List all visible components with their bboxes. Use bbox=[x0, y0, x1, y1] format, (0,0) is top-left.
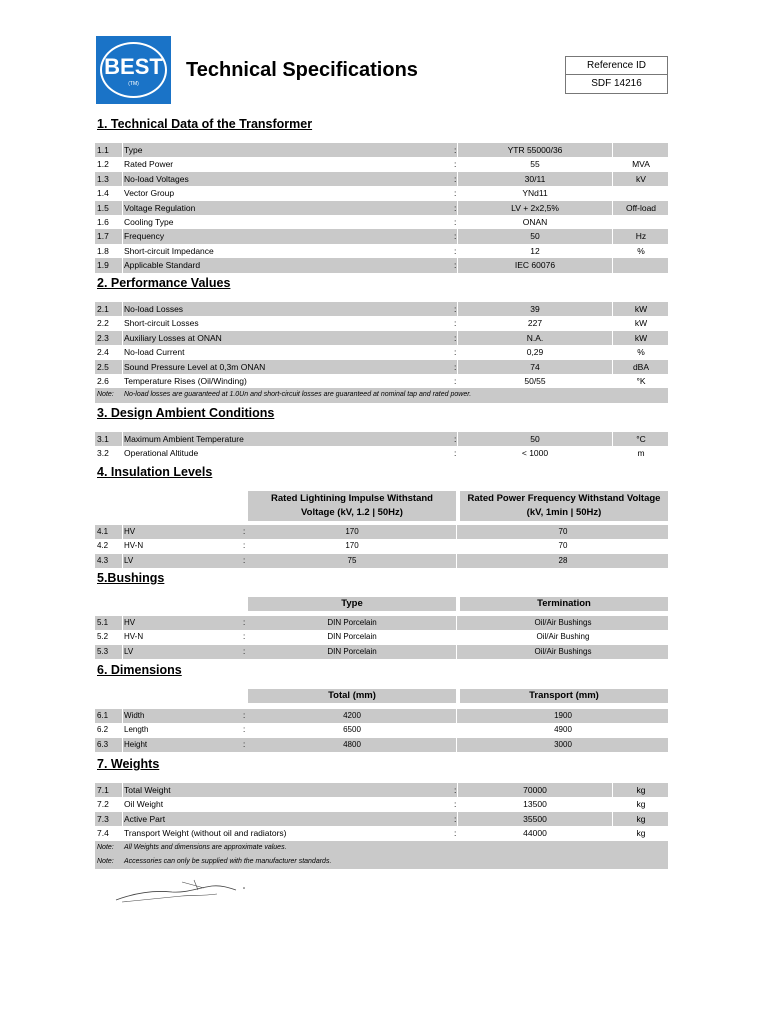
table-row bbox=[95, 554, 668, 568]
row-value: 227 bbox=[527, 318, 543, 329]
cell-divider bbox=[456, 539, 457, 553]
cell-divider bbox=[122, 172, 123, 186]
row-colon: : bbox=[454, 304, 457, 314]
row-unit: kg bbox=[636, 813, 646, 824]
row-label: Oil Weight bbox=[124, 799, 164, 810]
row-label: HV bbox=[124, 618, 136, 627]
row-value-a: DIN Porcelain bbox=[327, 632, 377, 642]
table-row bbox=[95, 143, 668, 157]
cell-divider bbox=[457, 331, 458, 345]
note-label: Note: bbox=[97, 857, 114, 865]
dimensions-col-total: Total (mm) bbox=[248, 689, 456, 703]
row-number: 1.5 bbox=[97, 202, 109, 213]
row-label: Sound Pressure Level at 0,3m ONAN bbox=[124, 361, 266, 372]
cell-divider bbox=[456, 645, 457, 659]
section-title-weights: 7. Weights bbox=[97, 757, 160, 771]
row-value: 50 bbox=[530, 231, 540, 242]
cell-divider bbox=[612, 331, 613, 345]
cell-divider bbox=[457, 432, 458, 446]
row-value: ONAN bbox=[522, 216, 548, 227]
row-number: 1.3 bbox=[97, 173, 109, 184]
row-unit: MVA bbox=[632, 159, 650, 170]
section-title-dimensions: 6. Dimensions bbox=[97, 663, 182, 677]
cell-divider bbox=[457, 201, 458, 215]
row-number: 1.8 bbox=[97, 245, 109, 256]
row-label: Temperature Rises (Oil/Winding) bbox=[124, 375, 247, 386]
insulation-col-power-frequency: Rated Power Frequency Withstand Voltage (kV, 1min | 50Hz) bbox=[460, 491, 668, 521]
row-unit: Off-load bbox=[625, 202, 657, 213]
reference-box bbox=[565, 56, 668, 94]
cell-divider bbox=[612, 446, 613, 460]
row-number: 7.1 bbox=[97, 785, 109, 795]
row-colon: : bbox=[454, 813, 457, 824]
table-row bbox=[95, 826, 668, 840]
cell-divider bbox=[457, 302, 458, 316]
page-title: Technical Specifications bbox=[186, 59, 418, 81]
table-row bbox=[95, 525, 668, 539]
document-header bbox=[96, 36, 668, 104]
row-number: 6.3 bbox=[97, 739, 109, 749]
row-unit: Hz bbox=[635, 231, 647, 242]
row-label: Voltage Regulation bbox=[124, 202, 196, 213]
cell-divider bbox=[122, 345, 123, 359]
note-text: Accessories can only be supplied with the manufacturer standards. bbox=[124, 857, 332, 865]
row-unit: °C bbox=[636, 434, 646, 444]
cell-divider bbox=[122, 432, 123, 446]
row-number: 1.4 bbox=[97, 188, 109, 199]
row-number: 1.1 bbox=[97, 145, 109, 155]
performance-table bbox=[95, 302, 668, 403]
table-row bbox=[95, 446, 668, 460]
row-colon: : bbox=[243, 541, 246, 551]
table-note bbox=[95, 855, 668, 869]
row-value: 13500 bbox=[523, 799, 547, 810]
row-colon: : bbox=[454, 202, 457, 213]
row-label: HV bbox=[124, 527, 136, 536]
table-row bbox=[95, 783, 668, 797]
row-number: 3.2 bbox=[97, 448, 109, 459]
row-label: Short-circuit Impedance bbox=[124, 245, 214, 256]
cell-divider bbox=[122, 215, 123, 229]
row-label: No-load Losses bbox=[124, 304, 184, 314]
row-label: No-load Current bbox=[124, 347, 185, 358]
cell-divider bbox=[612, 157, 613, 171]
row-colon: : bbox=[243, 646, 246, 656]
row-label: Total Weight bbox=[124, 785, 171, 795]
row-label: Type bbox=[124, 145, 143, 155]
insulation-table bbox=[95, 525, 668, 568]
cell-divider bbox=[122, 316, 123, 330]
cell-divider bbox=[122, 554, 123, 568]
row-label: Auxiliary Losses at ONAN bbox=[124, 332, 222, 343]
cell-divider bbox=[122, 525, 123, 539]
cell-divider bbox=[457, 244, 458, 258]
row-label: Maximum Ambient Temperature bbox=[124, 434, 244, 444]
row-value-a: 75 bbox=[347, 555, 357, 565]
row-value: 39 bbox=[530, 304, 540, 314]
table-row bbox=[95, 157, 668, 171]
row-number: 2.2 bbox=[97, 318, 109, 329]
cell-divider bbox=[612, 432, 613, 446]
row-label: Transport Weight (without oil and radiators) bbox=[124, 828, 287, 839]
bushings-header bbox=[248, 597, 668, 611]
cell-divider bbox=[612, 143, 613, 157]
table-row bbox=[95, 738, 668, 752]
row-number: 4.3 bbox=[97, 555, 109, 565]
table-row bbox=[95, 186, 668, 200]
row-value-b: Oil/Air Bushing bbox=[536, 632, 590, 642]
cell-divider bbox=[122, 157, 123, 171]
cell-divider bbox=[122, 616, 123, 630]
row-value: 70000 bbox=[523, 785, 547, 795]
row-label: Short-circuit Losses bbox=[124, 318, 199, 329]
cell-divider bbox=[122, 539, 123, 553]
table-row bbox=[95, 432, 668, 446]
table-row bbox=[95, 723, 668, 737]
cell-divider bbox=[457, 258, 458, 272]
row-value: N.A. bbox=[526, 332, 544, 343]
row-label: LV bbox=[124, 555, 134, 565]
row-value: 50/55 bbox=[524, 375, 546, 386]
table-row bbox=[95, 616, 668, 630]
cell-divider bbox=[456, 525, 457, 539]
row-colon: : bbox=[454, 245, 457, 256]
cell-divider bbox=[612, 215, 613, 229]
cell-divider bbox=[612, 812, 613, 826]
row-colon: : bbox=[454, 785, 457, 795]
row-colon: : bbox=[454, 434, 457, 444]
cell-divider bbox=[457, 783, 458, 797]
table-row bbox=[95, 374, 668, 388]
cell-divider bbox=[457, 143, 458, 157]
row-value-a: 170 bbox=[345, 527, 359, 536]
cell-divider bbox=[122, 630, 123, 644]
cell-divider bbox=[612, 783, 613, 797]
row-colon: : bbox=[243, 618, 246, 627]
row-value-b: 4900 bbox=[554, 725, 572, 735]
row-value-a: 4200 bbox=[343, 711, 361, 720]
row-number: 4.1 bbox=[97, 527, 109, 536]
row-value-a: DIN Porcelain bbox=[327, 618, 377, 627]
table-row bbox=[95, 539, 668, 553]
table-row bbox=[95, 812, 668, 826]
cell-divider bbox=[122, 143, 123, 157]
cell-divider bbox=[122, 645, 123, 659]
row-colon: : bbox=[454, 361, 457, 372]
row-value-b: 1900 bbox=[554, 711, 572, 720]
row-number: 2.5 bbox=[97, 361, 109, 372]
cell-divider bbox=[457, 797, 458, 811]
row-label: Rated Power bbox=[124, 159, 174, 170]
row-label: HV-N bbox=[124, 541, 144, 551]
cell-divider bbox=[457, 812, 458, 826]
company-logo bbox=[96, 36, 171, 104]
row-label: Height bbox=[124, 739, 148, 749]
cell-divider bbox=[612, 302, 613, 316]
cell-divider bbox=[612, 826, 613, 840]
row-value: 30/11 bbox=[524, 173, 546, 184]
row-label: Operational Altitude bbox=[124, 448, 199, 459]
section-title-ambient: 3. Design Ambient Conditions bbox=[97, 406, 275, 420]
cell-divider bbox=[122, 331, 123, 345]
table-row bbox=[95, 709, 668, 723]
signature-image bbox=[112, 876, 252, 908]
cell-divider bbox=[456, 630, 457, 644]
table-row bbox=[95, 229, 668, 243]
row-colon: : bbox=[454, 159, 457, 170]
row-unit: dBA bbox=[632, 361, 650, 372]
row-number: 1.9 bbox=[97, 260, 109, 271]
row-value-b: 70 bbox=[558, 527, 568, 536]
cell-divider bbox=[122, 229, 123, 243]
row-unit: m bbox=[637, 448, 645, 459]
cell-divider bbox=[457, 374, 458, 388]
row-colon: : bbox=[454, 375, 457, 386]
row-value: 35500 bbox=[523, 813, 547, 824]
row-number: 7.4 bbox=[97, 828, 109, 839]
table-row bbox=[95, 201, 668, 215]
row-unit: kV bbox=[636, 173, 646, 184]
row-unit: kg bbox=[636, 785, 646, 795]
table-row bbox=[95, 258, 668, 272]
cell-divider bbox=[456, 616, 457, 630]
row-number: 7.3 bbox=[97, 813, 109, 824]
logo-text: BEST bbox=[104, 54, 163, 79]
row-colon: : bbox=[454, 318, 457, 329]
row-colon: : bbox=[454, 448, 457, 459]
weights-table bbox=[95, 783, 668, 869]
section-title-performance: 2. Performance Values bbox=[97, 276, 231, 290]
row-value-a: DIN Porcelain bbox=[327, 646, 377, 656]
table-row bbox=[95, 360, 668, 374]
cell-divider bbox=[122, 244, 123, 258]
cell-divider bbox=[612, 186, 613, 200]
technical-data-table bbox=[95, 143, 668, 273]
row-unit: kW bbox=[634, 318, 648, 329]
cell-divider bbox=[457, 215, 458, 229]
section-title-technical-data: 1. Technical Data of the Transformer bbox=[97, 117, 313, 131]
row-number: 5.1 bbox=[97, 618, 109, 627]
section-title-bushings: 5.Bushings bbox=[97, 571, 165, 585]
row-colon: : bbox=[454, 828, 457, 839]
row-value-b: Oil/Air Bushings bbox=[534, 618, 592, 627]
row-colon: : bbox=[243, 527, 246, 536]
row-colon: : bbox=[454, 188, 457, 199]
cell-divider bbox=[122, 723, 123, 737]
row-number: 4.2 bbox=[97, 541, 109, 551]
row-unit: kg bbox=[636, 828, 646, 839]
row-label: Applicable Standard bbox=[124, 260, 201, 271]
row-number: 2.1 bbox=[97, 304, 109, 314]
row-colon: : bbox=[454, 347, 457, 358]
insulation-col-impulse: Rated Lightining Impulse Withstand Voltage (kV, 1.2 | 50Hz) bbox=[248, 491, 456, 521]
reference-label: Reference ID bbox=[566, 57, 667, 75]
table-row bbox=[95, 244, 668, 258]
row-label: HV-N bbox=[124, 632, 144, 642]
row-value: IEC 60076 bbox=[514, 260, 556, 271]
row-unit: kg bbox=[636, 799, 646, 810]
row-number: 6.2 bbox=[97, 725, 109, 735]
row-value: YNd11 bbox=[522, 188, 548, 199]
cell-divider bbox=[122, 201, 123, 215]
note-text: No-load losses are guaranteed at 1.0Un and short-circuit losses are guaranteed at nominal tap and rated power. bbox=[124, 391, 472, 399]
cell-divider bbox=[612, 345, 613, 359]
cell-divider bbox=[122, 374, 123, 388]
table-row bbox=[95, 302, 668, 316]
row-colon: : bbox=[454, 332, 457, 343]
row-colon: : bbox=[243, 739, 246, 749]
table-note bbox=[95, 841, 668, 855]
row-label: Width bbox=[124, 711, 145, 720]
cell-divider bbox=[122, 186, 123, 200]
cell-divider bbox=[122, 302, 123, 316]
row-label: LV bbox=[124, 646, 134, 656]
dimensions-table bbox=[95, 709, 668, 752]
row-value: 55 bbox=[530, 159, 540, 170]
cell-divider bbox=[612, 201, 613, 215]
cell-divider bbox=[612, 374, 613, 388]
note-label: Note: bbox=[97, 391, 114, 399]
row-value-a: 6500 bbox=[343, 725, 361, 735]
row-colon: : bbox=[454, 216, 457, 227]
row-colon: : bbox=[454, 231, 457, 242]
row-colon: : bbox=[454, 173, 457, 184]
cell-divider bbox=[122, 738, 123, 752]
row-value: < 1000 bbox=[521, 448, 549, 459]
row-label: Frequency bbox=[124, 231, 165, 242]
row-label: Cooling Type bbox=[124, 216, 174, 227]
row-number: 1.6 bbox=[97, 216, 109, 227]
ambient-table bbox=[95, 432, 668, 461]
table-row bbox=[95, 215, 668, 229]
cell-divider bbox=[612, 797, 613, 811]
cell-divider bbox=[457, 316, 458, 330]
cell-divider bbox=[456, 709, 457, 723]
row-label: No-load Voltages bbox=[124, 173, 189, 184]
row-unit: % bbox=[637, 347, 645, 358]
row-number: 2.3 bbox=[97, 332, 109, 343]
cell-divider bbox=[612, 172, 613, 186]
row-colon: : bbox=[454, 799, 457, 810]
row-value-b: 28 bbox=[558, 555, 568, 565]
table-row bbox=[95, 345, 668, 359]
row-number: 1.7 bbox=[97, 231, 109, 242]
insulation-header bbox=[248, 491, 668, 521]
cell-divider bbox=[612, 258, 613, 272]
row-value-b: 3000 bbox=[554, 739, 572, 749]
bushings-col-termination: Termination bbox=[460, 597, 668, 611]
row-value: 44000 bbox=[523, 828, 547, 839]
cell-divider bbox=[122, 360, 123, 374]
cell-divider bbox=[457, 345, 458, 359]
row-label: Length bbox=[124, 725, 149, 735]
dimensions-header bbox=[248, 689, 668, 703]
cell-divider bbox=[456, 723, 457, 737]
row-number: 5.3 bbox=[97, 646, 109, 656]
row-value-a: 4800 bbox=[343, 739, 361, 749]
cell-divider bbox=[457, 229, 458, 243]
row-value: 50 bbox=[530, 434, 540, 444]
table-row bbox=[95, 797, 668, 811]
row-value: LV + 2x2,5% bbox=[511, 202, 559, 213]
bushings-table bbox=[95, 616, 668, 659]
row-unit: % bbox=[637, 245, 645, 256]
row-number: 2.4 bbox=[97, 347, 109, 358]
row-colon: : bbox=[243, 555, 246, 565]
row-number: 2.6 bbox=[97, 375, 109, 386]
row-value-a: 170 bbox=[345, 541, 359, 551]
cell-divider bbox=[122, 446, 123, 460]
cell-divider bbox=[457, 360, 458, 374]
row-label: Vector Group bbox=[124, 188, 175, 199]
cell-divider bbox=[122, 783, 123, 797]
table-row bbox=[95, 331, 668, 345]
row-colon: : bbox=[243, 725, 246, 735]
row-colon: : bbox=[454, 145, 457, 155]
row-unit: kW bbox=[634, 304, 648, 314]
note-label: Note: bbox=[97, 843, 114, 851]
row-label: Active Part bbox=[124, 813, 166, 824]
row-number: 1.2 bbox=[97, 159, 109, 170]
cell-divider bbox=[456, 738, 457, 752]
cell-divider bbox=[456, 554, 457, 568]
dimensions-col-transport: Transport (mm) bbox=[460, 689, 668, 703]
row-colon: : bbox=[454, 260, 457, 271]
cell-divider bbox=[122, 709, 123, 723]
cell-divider bbox=[457, 186, 458, 200]
note-text: All Weights and dimensions are approximate values. bbox=[124, 843, 287, 851]
logo-trademark: (TM) bbox=[128, 81, 139, 87]
row-value-b: Oil/Air Bushings bbox=[534, 646, 592, 656]
row-value-b: 70 bbox=[558, 541, 568, 551]
row-value: 12 bbox=[530, 245, 540, 256]
cell-divider bbox=[457, 826, 458, 840]
row-value: 0,29 bbox=[526, 347, 544, 358]
row-unit: kW bbox=[634, 332, 648, 343]
bushings-col-type: Type bbox=[248, 597, 456, 611]
cell-divider bbox=[457, 446, 458, 460]
cell-divider bbox=[457, 157, 458, 171]
table-row bbox=[95, 645, 668, 659]
cell-divider bbox=[122, 797, 123, 811]
row-unit: °K bbox=[636, 375, 646, 386]
table-note bbox=[95, 388, 668, 402]
table-row bbox=[95, 630, 668, 644]
row-value: 74 bbox=[530, 361, 540, 372]
row-number: 7.2 bbox=[97, 799, 109, 810]
cell-divider bbox=[612, 360, 613, 374]
row-number: 6.1 bbox=[97, 711, 109, 720]
cell-divider bbox=[122, 826, 123, 840]
table-row bbox=[95, 172, 668, 186]
table-row bbox=[95, 316, 668, 330]
cell-divider bbox=[122, 258, 123, 272]
cell-divider bbox=[122, 812, 123, 826]
cell-divider bbox=[612, 244, 613, 258]
section-title-insulation: 4. Insulation Levels bbox=[97, 465, 213, 479]
cell-divider bbox=[612, 316, 613, 330]
row-number: 5.2 bbox=[97, 632, 109, 642]
row-value: YTR 55000/36 bbox=[507, 145, 563, 155]
row-colon: : bbox=[243, 632, 246, 642]
row-number: 3.1 bbox=[97, 434, 109, 444]
cell-divider bbox=[457, 172, 458, 186]
cell-divider bbox=[612, 229, 613, 243]
reference-value: SDF 14216 bbox=[591, 78, 642, 89]
row-colon: : bbox=[243, 711, 246, 720]
